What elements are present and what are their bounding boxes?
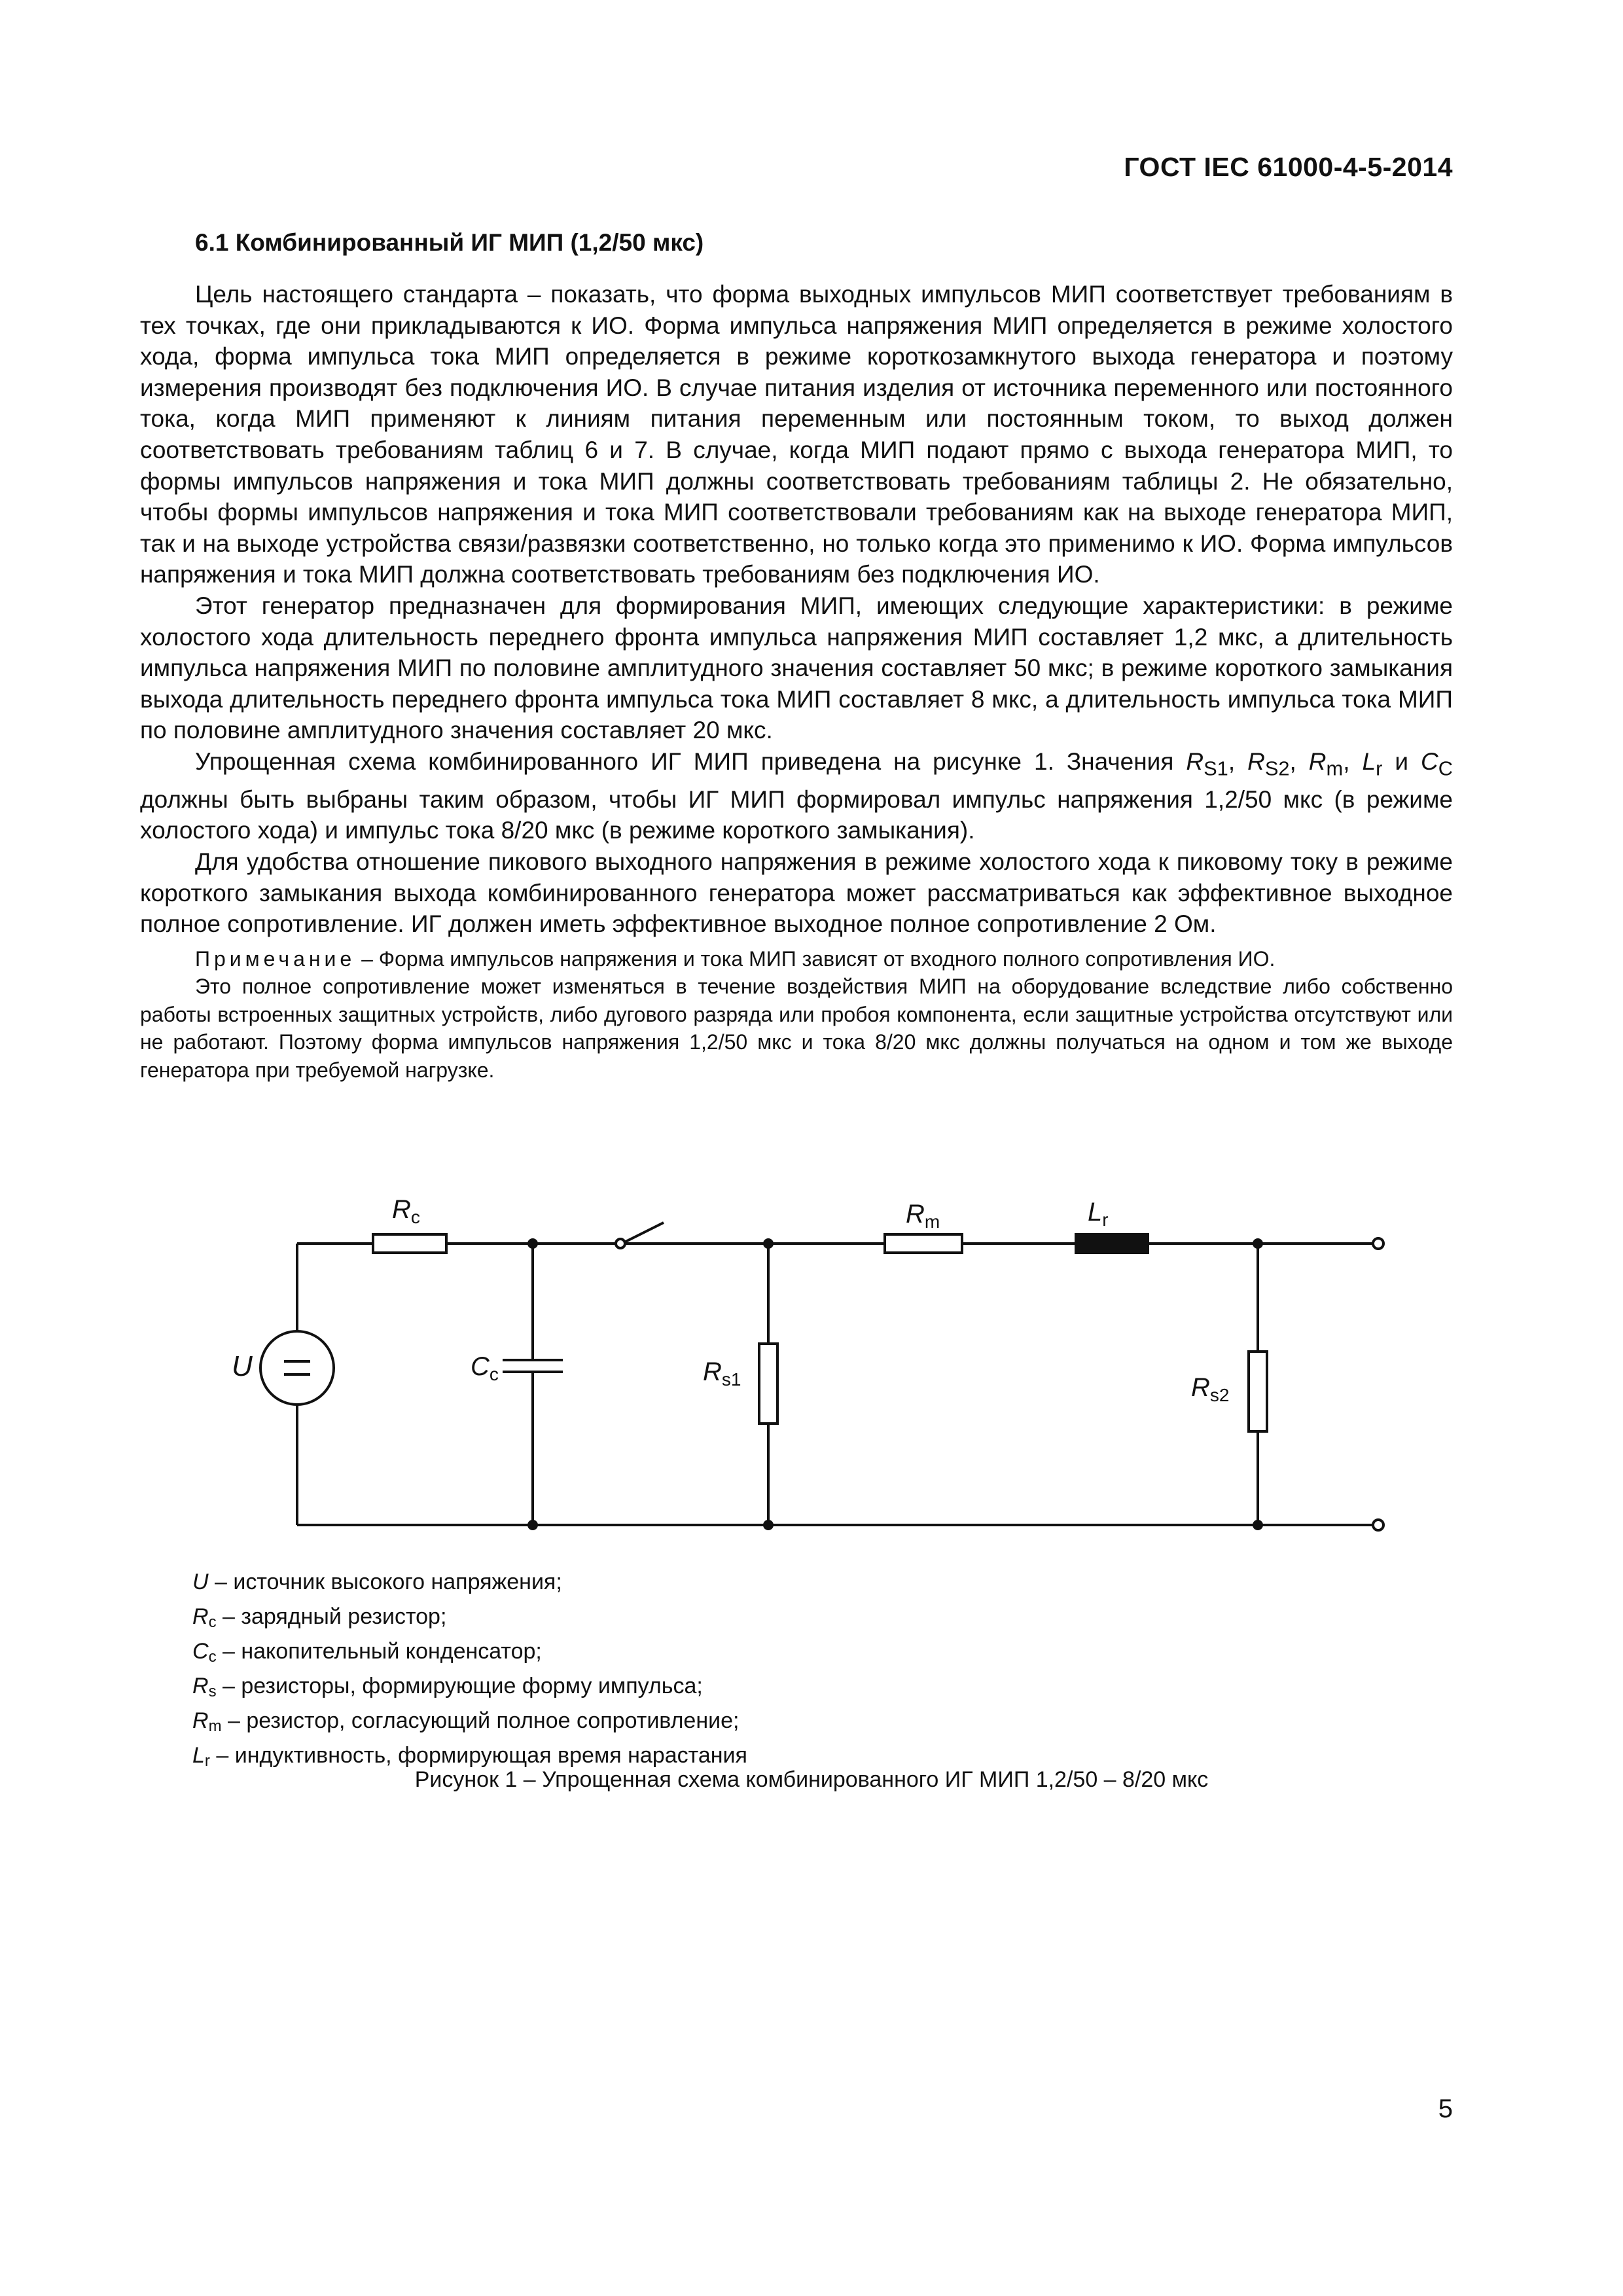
label-rc: $R_c$	[392, 1195, 420, 1227]
note-continuation: Это полное сопротивление может изменяться в течение воздействия МИП на оборудование вследствие либо собственно работы встроенных защитных устройств, либо дугового разряда или пробоя компонента, если защитные устройства отсутствуют или не работают. Поэтому форма импульсов напряжения 1,2/50 мкс и тока 8/20 мкс должны получаться на одном и том же выходе генератора при требуемой нагрузке.	[140, 975, 1453, 1082]
document-code: ГОСТ IEC 61000-4-5-2014	[1124, 152, 1453, 182]
paragraph-purpose: Цель настоящего стандарта – показать, что форма выходных импульсов МИП соответствует требованиям в тех точках, где они прикладываются к ИО. Форма импульса напряжения МИП определяется в режиме холостого хода, форма импульса тока МИП определяется в режиме короткозамкнутого выхода генератора и поэтому измерения производят без подключения ИО. В случае питания изделия от источника переменного или постоянного тока, когда МИП применяют к линиям питания переменным или постоянным током, то выход должен соответствовать требованиям таблиц 6 и 7. В случае, когда МИП подают прямо с выхода генератора МИП, то формы импульсов напряжения и тока МИП должны соответствовать требованиям таблицы 2. Не обязательно, чтобы формы импульсов напряжения и тока МИП соответствовали требованиям как на выходе генератора МИП, так и на выходе устройства связи/развязки соответственно, но только когда это применимо к ИО. Форма импульсов напряжения и тока МИП должна соответствовать требованиям без подключения ИО.	[140, 281, 1453, 588]
inductor-lr	[1076, 1234, 1148, 1253]
legend-row: $R_m$ – резистор, согласующий полное сопротивление;	[192, 1708, 740, 1735]
paragraph-effective-impedance: Для удобства отношение пикового выходного напряжения в режиме холостого хода к пиковому току в режиме короткого замыкания выхода комбинированного генератора может рассматриваться как эффективное выходное полное сопротивление. ИГ должен иметь эффективное выходное полное сопротивление 2 Ом.	[140, 848, 1453, 938]
junction-dot	[1253, 1238, 1263, 1249]
resistor-rc	[373, 1234, 446, 1253]
label-rs1: $R_{s1}$	[703, 1357, 741, 1390]
voltage-source	[260, 1331, 334, 1405]
junction-dot	[763, 1520, 774, 1530]
circuit-figure	[140, 1165, 1453, 1571]
page-number: 5	[1438, 2094, 1453, 2123]
output-terminal-bottom	[1373, 1520, 1383, 1530]
legend-row: U – источник высокого напряжения;	[192, 1570, 562, 1594]
note-block	[140, 945, 1453, 1085]
paragraph-generator-characteristics: Этот генератор предназначен для формирования МИП, имеющих следующие характеристики: в режиме холостого хода длительность переднего фронта импульса напряжения МИП составляет 1,2 мкс, а длительность импульса напряжения МИП по половине амплитудного значения составляет 50 мкс; в режиме короткого замыкания выхода длительность переднего фронта импульса тока МИП составляет 8 мкс, а длительность импульса тока МИП по половине амплитудного значения составляет 20 мкс.	[140, 592, 1453, 744]
output-terminal-top	[1373, 1238, 1383, 1249]
junction-dot	[763, 1238, 774, 1249]
section-title: 6.1 Комбинированный ИГ МИП (1,2/50 мкс)	[195, 229, 704, 256]
paragraph-simplified-circuit: Упрощенная схема комбинированного ИГ МИП приведена на рисунке 1. Значения $R_{S1}$, $R_{S2}$, $R_m$, $L_r$ и $C_C$ должны быть выбраны таким образом, чтобы ИГ МИП формировал импульс напряжения 1,2/50 мкс (в режиме холостого хода) и импульс тока 8/20 мкс (в режиме короткого замыкания).	[140, 747, 1453, 844]
legend-row: $C_c$ – накопительный конденсатор;	[192, 1639, 542, 1666]
legend-row: $L_r$ – индуктивность, формирующая время нарастания	[192, 1743, 747, 1770]
figure-legend	[192, 1568, 747, 1776]
label-lr: $L_r$	[1088, 1198, 1109, 1230]
resistor-rs1	[759, 1344, 777, 1424]
switch-contact	[616, 1239, 625, 1248]
junction-dot	[527, 1238, 538, 1249]
resistor-rs2	[1249, 1352, 1267, 1431]
circuit-schematic	[140, 1165, 1453, 1571]
note-first-line: – Форма импульсов напряжения и тока МИП зависят от входного полного сопротивления ИО.	[355, 946, 1275, 971]
legend-row: $R_c$ – зарядный резистор;	[192, 1604, 447, 1631]
label-cc: $C_c$	[471, 1352, 499, 1384]
switch-blade	[624, 1223, 664, 1242]
junction-dot	[1253, 1520, 1263, 1530]
resistor-rm	[885, 1234, 962, 1253]
document-body	[140, 229, 1453, 1084]
label-u: U	[232, 1350, 253, 1382]
label-rm: $R_m$	[906, 1200, 940, 1232]
note-label: Примечание	[195, 946, 356, 971]
legend-row: $R_s$ – резисторы, формирующие форму импульса;	[192, 1674, 703, 1700]
label-rs2: $R_{s2}$	[1191, 1373, 1230, 1405]
figure-caption: Рисунок 1 – Упрощенная схема комбинированного ИГ МИП 1,2/50 – 8/20 мкс	[414, 1767, 1209, 1792]
junction-dot	[527, 1520, 538, 1530]
